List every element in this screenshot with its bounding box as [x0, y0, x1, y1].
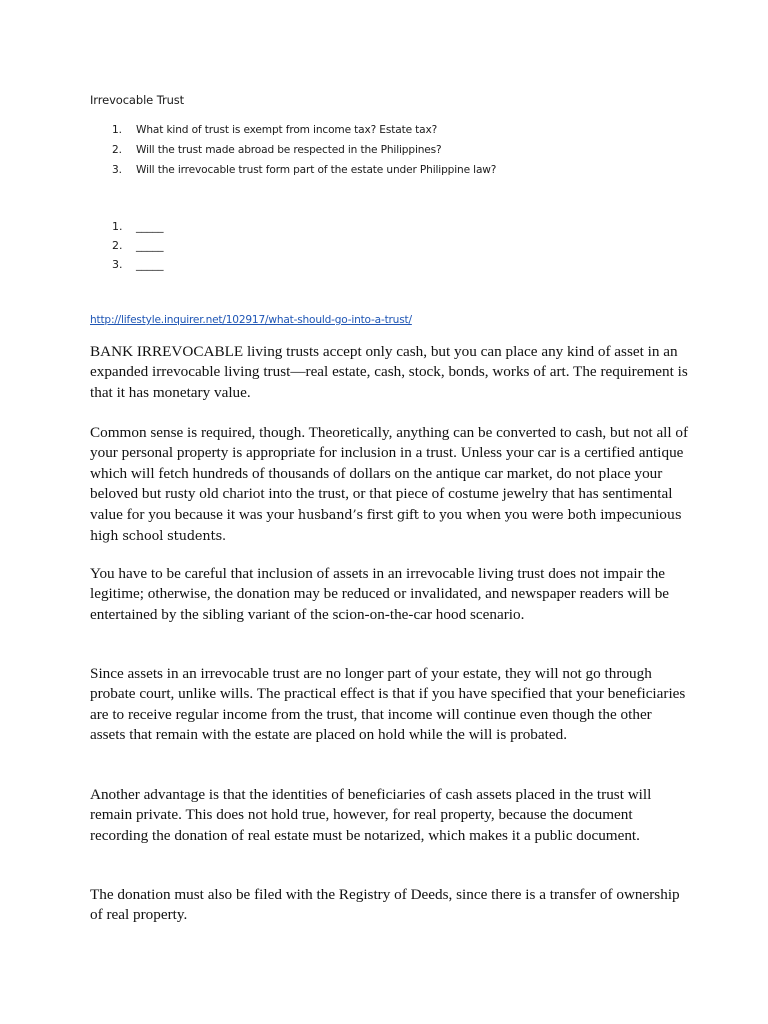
source-url-link[interactable]: http://lifestyle.inquirer.net/102917/what-should-go-into-a-trust/: [90, 314, 412, 326]
article-paragraph: [90, 423, 690, 547]
list-number: 1.: [112, 124, 122, 136]
article-paragraph: The donation must also be filed with the Registry of Deeds, since there is a transfer of ownership of real property.: [90, 886, 680, 924]
article-paragraph: BANK IRREVOCABLE living trusts accept only cash, but you can place any kind of asset in an expanded irrevocable living trust—real estate, cash, stock, bonds, works of art. The requirement is that it has monetary value.: [90, 343, 688, 401]
question-list: [112, 122, 496, 182]
answer-list: [112, 219, 164, 276]
answer-blank: _____: [136, 220, 164, 233]
list-item: [112, 122, 496, 142]
list-item: [112, 219, 164, 238]
article-paragraph: Since assets in an irrevocable trust are no longer part of your estate, they will not go through probate court, unlike wills. The practical effect is that if you have specified that your beneficiaries are to receive regular income from the trust, that income will continue even though the other assets that remain with the estate are placed on hold while the will is probated.: [90, 665, 686, 744]
answer-blank: _____: [136, 258, 164, 271]
list-item: [112, 162, 496, 182]
question-text: Will the trust made abroad be respected in the Philippines?: [136, 144, 442, 156]
list-item: [112, 257, 164, 276]
list-number: 2.: [112, 144, 122, 156]
list-number: 3.: [112, 258, 123, 271]
article-paragraph: Another advantage is that the identities of beneficiaries of cash assets placed in the trust will remain private. This does not hold true, however, for real property, because the document recording the donation of real estate must be notarized, which makes it a public document.: [90, 786, 652, 844]
paragraph-text: Common sense is required, though. Theoretically, anything can be converted to cash, but not all of your personal property is appropriate for inclusion in a trust. Unless your car is a certified antique which will fetch hundreds of thousands of dollars on the antique car market, do not place your beloved but rusty old chariot into the trust, or that piece of costume jewelry that has sentimental value for you because it was your: [90, 424, 689, 523]
list-number: 1.: [112, 220, 123, 233]
article-paragraph: You have to be careful that inclusion of assets in an irrevocable living trust does not impair the legitime; otherwise, the donation may be reduced or invalidated, and newspaper readers will be entertained by the sibling variant of the scion-on-the-car hood scenario.: [90, 565, 670, 623]
list-item: [112, 238, 164, 257]
list-number: 3.: [112, 164, 122, 176]
question-text: What kind of trust is exempt from income tax? Estate tax?: [136, 124, 438, 136]
paragraph-text-alt-font: husband’s first gift to you when you were both impecunious high school students.: [90, 507, 682, 545]
list-number: 2.: [112, 239, 123, 252]
answer-blank: _____: [136, 239, 164, 252]
list-item: [112, 142, 496, 162]
question-text: Will the irrevocable trust form part of the estate under Philippine law?: [136, 164, 497, 176]
document-title: Irrevocable Trust: [90, 93, 185, 107]
